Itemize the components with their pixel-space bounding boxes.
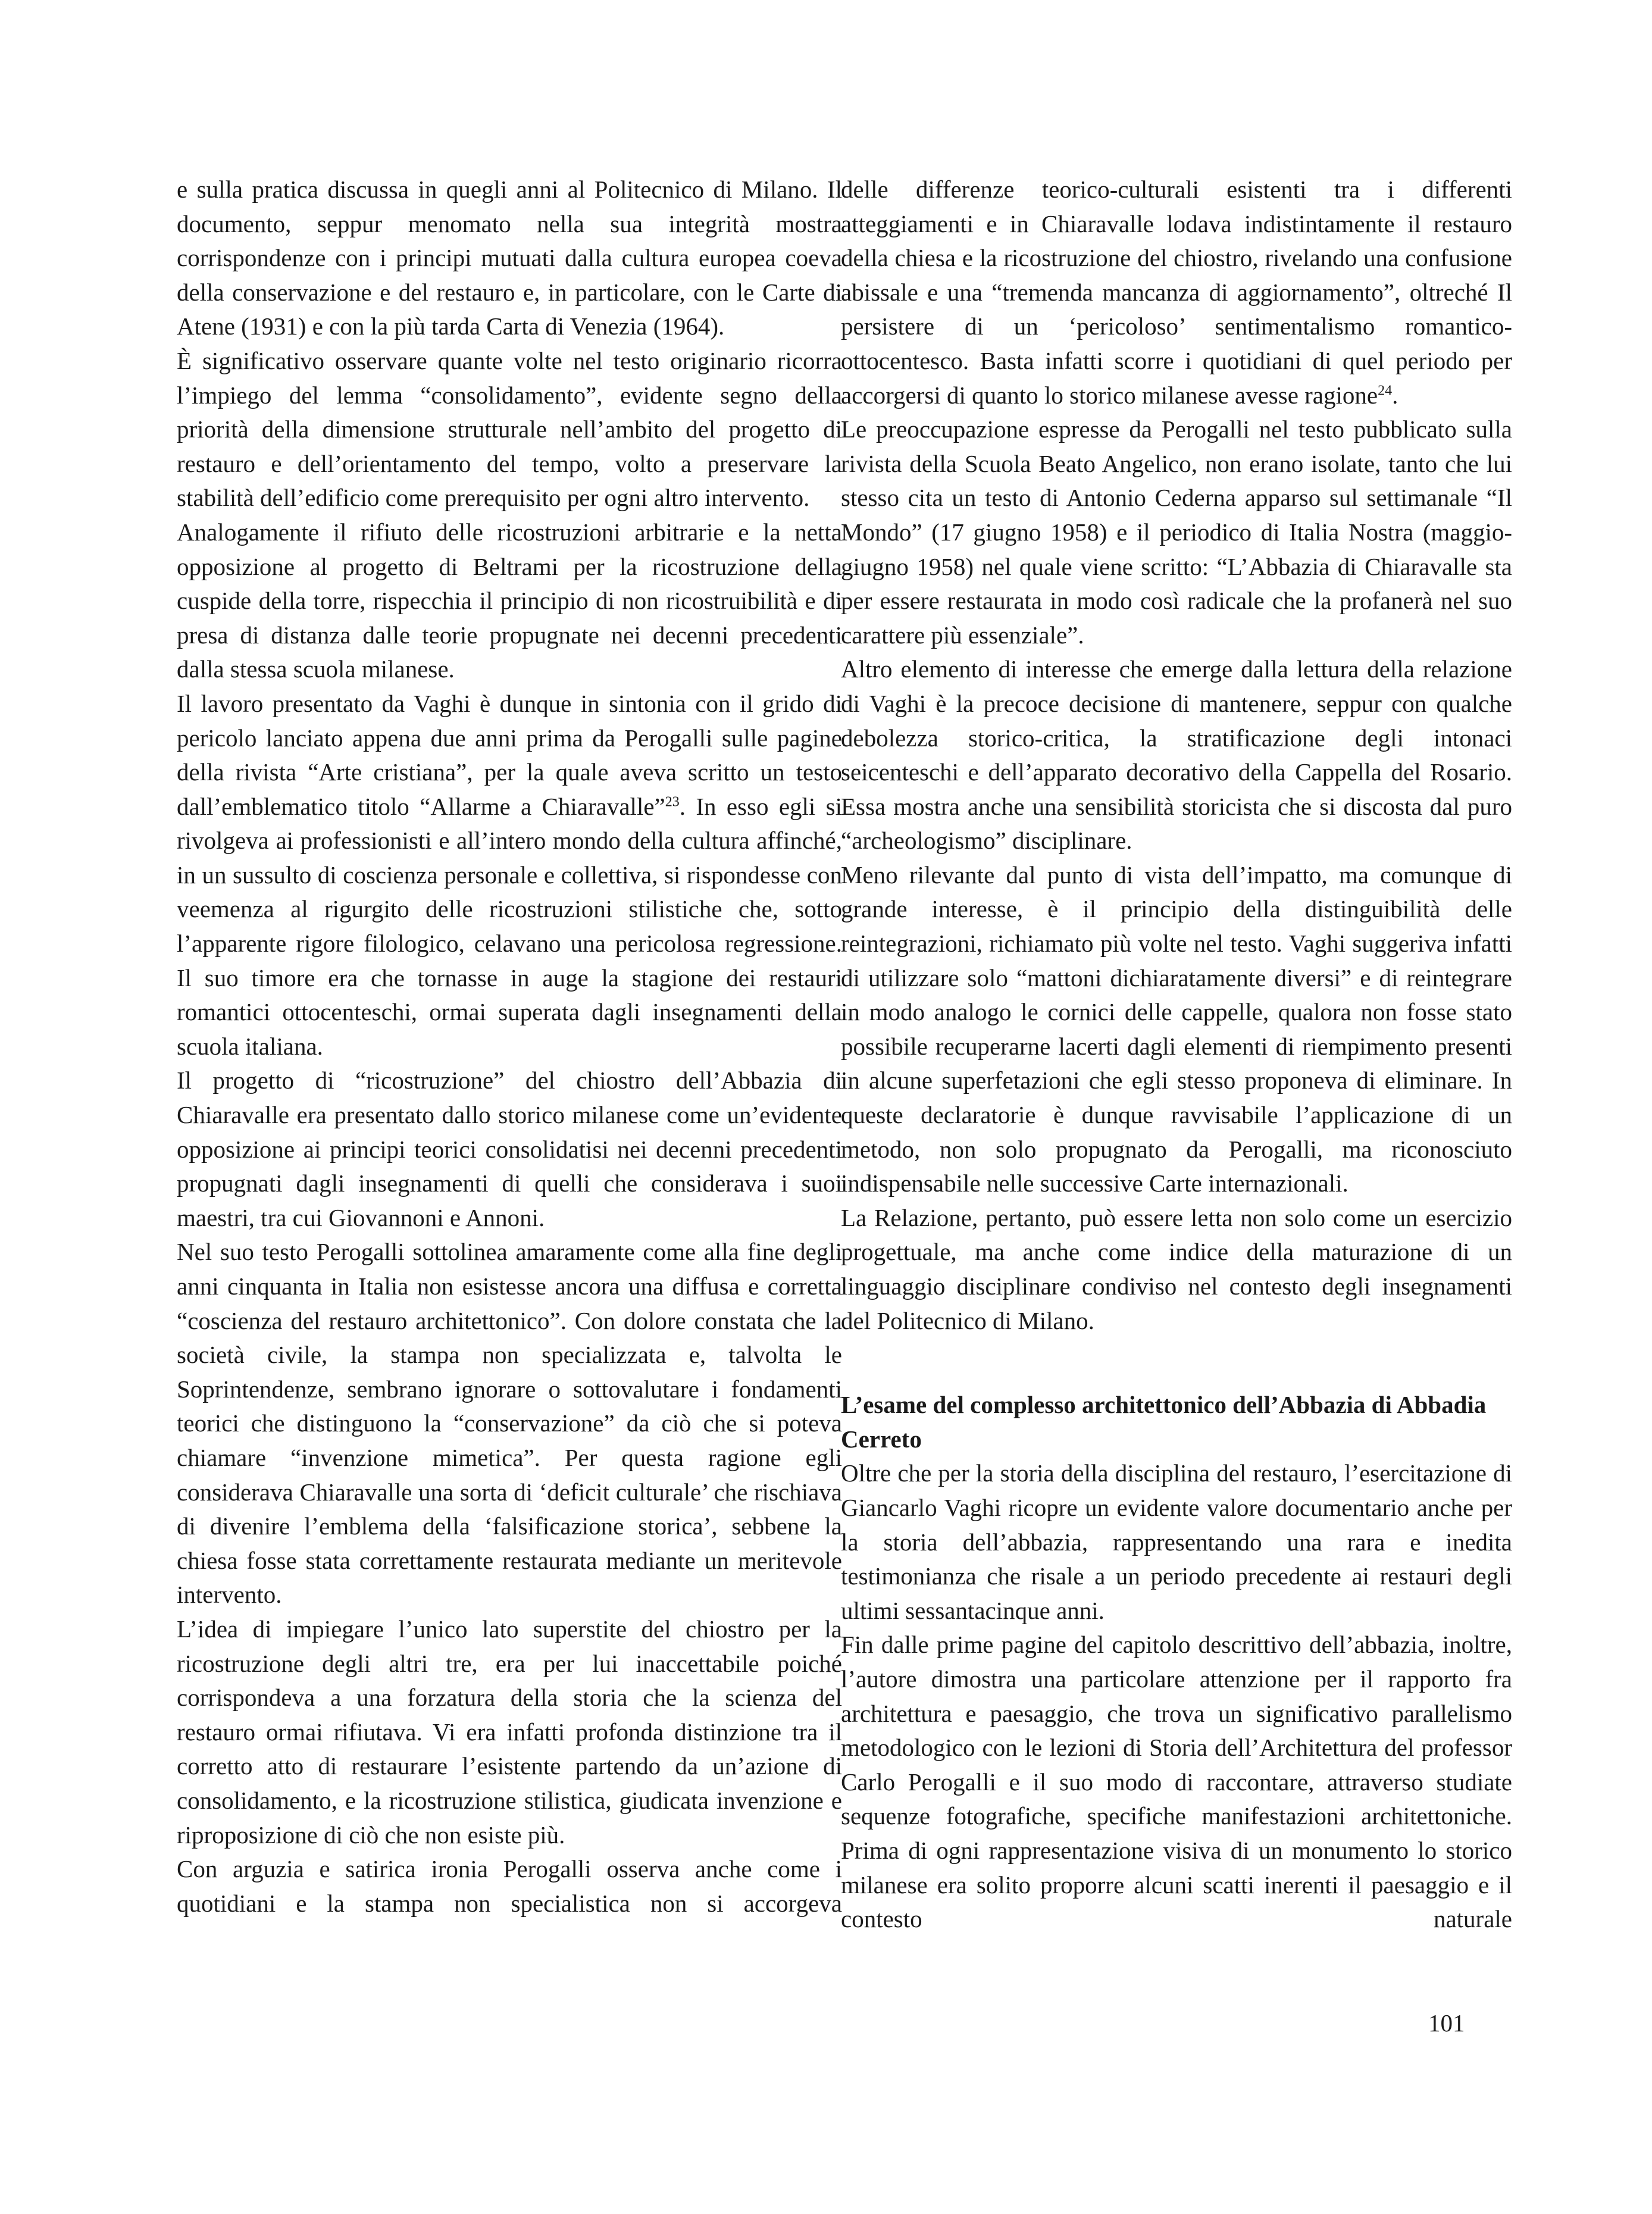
paragraph: Analogamente il rifiuto delle ricostruzioni arbitrarie e la netta opposizione al progetto di Beltrami per la ricostruzione della cuspide della torre, rispecchia il principio di non ricostruibilità e di presa di distanza dalle teorie propugnate nei decenni precedenti dalla stessa scuola milanese. bbox=[177, 518, 842, 683]
paragraph: La Relazione, pertanto, può essere letta non solo come un esercizio progettuale, ma anche come indice della maturazione di un linguaggio disciplinare condiviso nel contesto degli insegnamenti del Politecnico di Milano. bbox=[841, 1203, 1512, 1334]
left-column bbox=[177, 173, 842, 1921]
paragraph: e sulla pratica discussa in quegli anni al Politecnico di Milano. Il documento, seppur menomato nella sua integrità mostra corrispondenze con i principi mutuati dalla cultura europea coeva della conservazione e del restauro e, in particolare, con le Carte di Atene (1931) e con la più tarda Carta di Venezia (1964). bbox=[177, 176, 842, 340]
paragraph: Il progetto di “ricostruzione” del chiostro dell’Abbazia di Chiaravalle era presentato dallo storico milanese come un’evidente opposizione ai principi teorici consolidatisi nei decenni precedenti propugnati dagli insegnamenti di quelli che considerava i suoi maestri, tra cui Giovannoni e Annoni. bbox=[177, 1067, 842, 1231]
paragraph: È significativo osservare quante volte nel testo originario ricorra l’impiego del lemma “consolidamento”, evidente segno della priorità della dimensione strutturale nell’ambito del progetto di restauro e dell’orientamento del tempo, volto a preservare la stabilità dell’edificio come prerequisito per ogni altro intervento. bbox=[177, 346, 842, 512]
footnote-ref: 24 bbox=[1378, 382, 1393, 398]
footnote-ref: 23 bbox=[665, 794, 680, 810]
paragraph: Nel suo testo Perogalli sottolinea amaramente come alla fine degli anni cinquanta in Italia non esistesse ancora una diffusa e corretta “coscienza del restauro architettonico”. Con dolore constata che la società civile, la stampa non specializzata e, talvolta le Soprintendenze, sembrano ignorare o sottovalutare i fondamenti teorici che distinguono la “conservazione” da ciò che si poteva chiamare “invenzione mimetica”. Per questa ragione egli considerava Chiaravalle una sorta di ‘deficit culturale’ che rischiava di divenire l’emblema della ‘falsificazione storica’, sebbene la chiesa fosse stata correttamente restaurata mediante un meritevole intervento. bbox=[177, 1238, 842, 1609]
paragraph-text: Il lavoro presentato da Vaghi è dunque in sintonia con il grido di pericolo lanciato appena due anni prima da Perogalli sulle pagine della rivista “Arte cristiana”, per la quale aveva scritto un testo dall’emblematico titolo “Allarme a Chiaravalle” bbox=[177, 689, 842, 820]
paragraph bbox=[841, 173, 1512, 412]
paragraph: L’idea di impiegare l’unico lato superstite del chiostro per la ricostruzione degli altri tre, era per lui inaccettabile poiché corrispondeva a una forzatura della storia che la scienza del restauro ormai rifiutava. Vi era infatti profonda distinzione tra il corretto atto di restaurare l’esistente partendo da un’azione di consolidamento, e la ricostruzione stilistica, giudicata invenzione e riproposizione di ciò che non esiste più. bbox=[177, 1615, 842, 1849]
paragraph: Le preoccupazione espresse da Perogalli nel testo pubblicato sulla rivista della Scuola Beato Angelico, non erano isolate, tanto che lui stesso cita un testo di Antonio Cederna apparso sul settimanale “Il Mondo” (17 giugno 1958) e il periodico di Italia Nostra (maggio-giugno 1958) nel quale viene scritto: “L’Abbazia di Chiaravalle sta per essere restaurata in modo così radicale che la profanerà nel suo carattere più essenziale”. bbox=[841, 415, 1512, 649]
paragraph bbox=[177, 687, 842, 1064]
paragraph-text: . In esso egli si rivolgeva ai professionisti e all’intero mondo della cultura affinché, in un sussulto di coscienza personale e collettiva, si rispondesse con veemenza al rigurgito delle ricostruzioni stilistiche che, sotto l’apparente rigore filologico, celavano una pericolosa regressione. Il suo timore era che tornasse in auge la stagione dei restauri romantici ottocenteschi, ormai superata dagli insegnamenti della scuola italiana. bbox=[177, 792, 842, 1060]
section-heading: L’esame del complesso architettonico dell’Abbazia di Abbadia Cerreto bbox=[841, 1391, 1487, 1453]
paragraph: Altro elemento di interesse che emerge dalla lettura della relazione di Vaghi è la precoce decisione di mantenere, seppur con qualche debolezza storico-critica, la stratificazione degli intonaci seicenteschi e dell’apparato decorativo della Cappella del Rosario. Essa mostra anche una sensibilità storicista che si discosta dal puro “archeologismo” disciplinare. bbox=[841, 655, 1512, 855]
page-number: 101 bbox=[1428, 2009, 1465, 2037]
paragraph: Meno rilevante dal punto di vista dell’impatto, ma comunque di grande interesse, è il principio della distinguibilità delle reintegrazioni, richiamato più volte nel testo. Vaghi suggeriva infatti di utilizzare solo “mattoni dichiaratamente diversi” e di reintegrare in modo analogo le cornici delle cappelle, qualora non fosse stato possibile recuperarne lacerti dagli elementi di riempimento presenti in alcune superfetazioni che egli stesso proponeva di eliminare. In queste declaratorie è dunque ravvisabile l’applicazione di un metodo, non solo propugnato da Perogalli, ma riconosciuto indispensabile nelle successive Carte internazionali. bbox=[841, 861, 1512, 1197]
right-column bbox=[841, 173, 1512, 1937]
paragraph-text: delle differenze teorico-culturali esistenti tra i differenti atteggiamenti e in Chiaravalle lodava indistintamente il restauro della chiesa e la ricostruzione del chiostro, rivelando una confusione abissale e una “tremenda mancanza di aggiornamento”, oltreché Il persistere di un ‘pericoloso’ sentimentalismo romantico-ottocentesco. Basta infatti scorre i quotidiani di quel periodo per accorgersi di quanto lo storico milanese avesse ragione bbox=[841, 176, 1512, 409]
paragraph: Oltre che per la storia della disciplina del restauro, l’esercitazione di Giancarlo Vaghi ricopre un evidente valore documentario anche per la storia dell’abbazia, rappresentando una rara e inedita testimonianza che risale a un periodo precedente ai restauri degli ultimi sessantacinque anni. bbox=[841, 1459, 1512, 1624]
paragraph: Fin dalle prime pagine del capitolo descrittivo dell’abbazia, inoltre, l’autore dimostra una particolare attenzione per il rapporto fra architettura e paesaggio, che trova un significativo parallelismo metodologico con le lezioni di Storia dell’Architettura del professor Carlo Perogalli e il suo modo di raccontare, attraverso studiate sequenze fotografiche, specifiche manifestazioni architettoniche. Prima di ogni rappresentazione visiva di un monumento lo storico milanese era solito proporre alcuni scatti inerenti il paesaggio e il contesto naturale bbox=[841, 1631, 1512, 1933]
paragraph-text: . bbox=[1392, 381, 1398, 409]
paragraph: Con arguzia e satirica ironia Perogalli osserva anche come i quotidiani e la stampa non specialistica non si accorgeva bbox=[177, 1855, 842, 1917]
